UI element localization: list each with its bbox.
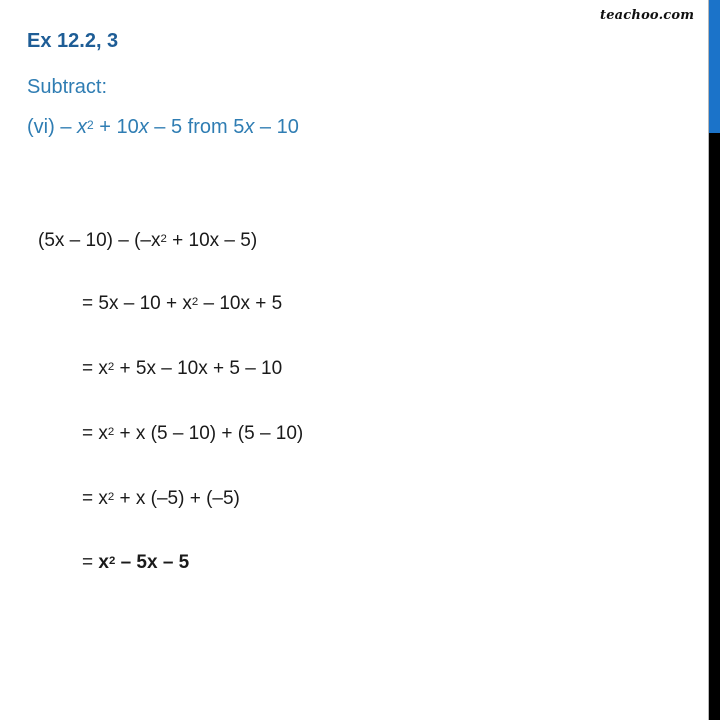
answer-text: – 5x – 5 xyxy=(115,552,190,573)
exponent: 2 xyxy=(160,233,167,246)
exponent: 2 xyxy=(107,361,115,374)
solution-step-4 xyxy=(82,488,240,510)
equals-sign: = xyxy=(82,552,99,573)
scrollbar[interactable] xyxy=(708,0,720,720)
variable: x xyxy=(244,116,255,138)
problem-text: – 10 xyxy=(254,116,299,138)
watermark-logo: teachoo.com xyxy=(600,8,695,23)
scrollbar-thumb[interactable] xyxy=(709,0,720,133)
expression-text: + x (5 – 10) + (5 – 10) xyxy=(114,423,304,444)
expression-text: + 5x – 10x + 5 – 10 xyxy=(114,358,283,379)
solution-step-1 xyxy=(82,293,282,315)
exponent: 2 xyxy=(107,491,115,504)
expression-text: + x (–5) + (–5) xyxy=(114,488,240,509)
exponent: 2 xyxy=(108,555,116,568)
expression-text: = x xyxy=(82,488,108,509)
solution-start-line xyxy=(38,230,257,252)
variable: x xyxy=(138,116,149,138)
problem-text: + 10 xyxy=(93,116,139,138)
exponent: 2 xyxy=(87,117,94,132)
problem-statement xyxy=(27,116,299,139)
final-answer xyxy=(82,552,189,574)
problem-text: – 5 from 5 xyxy=(148,116,245,138)
exercise-title: Ex 12.2, 3 xyxy=(27,30,119,52)
expression-text: (5x – 10) – (–x xyxy=(38,230,161,251)
expression-text: = x xyxy=(82,358,108,379)
expression-text: = x xyxy=(82,423,108,444)
expression-text: + 10x – 5) xyxy=(166,230,258,251)
problem-label: (vi) – xyxy=(27,116,77,138)
expression-text: = 5x – 10 + x xyxy=(82,293,192,314)
exponent: 2 xyxy=(107,426,115,439)
solution-step-2 xyxy=(82,358,282,380)
exponent: 2 xyxy=(191,296,199,309)
variable: x xyxy=(77,116,87,138)
answer-text: x xyxy=(98,552,109,573)
expression-text: – 10x + 5 xyxy=(198,293,283,314)
instruction-text: Subtract: xyxy=(27,76,108,98)
solution-step-3 xyxy=(82,423,303,445)
